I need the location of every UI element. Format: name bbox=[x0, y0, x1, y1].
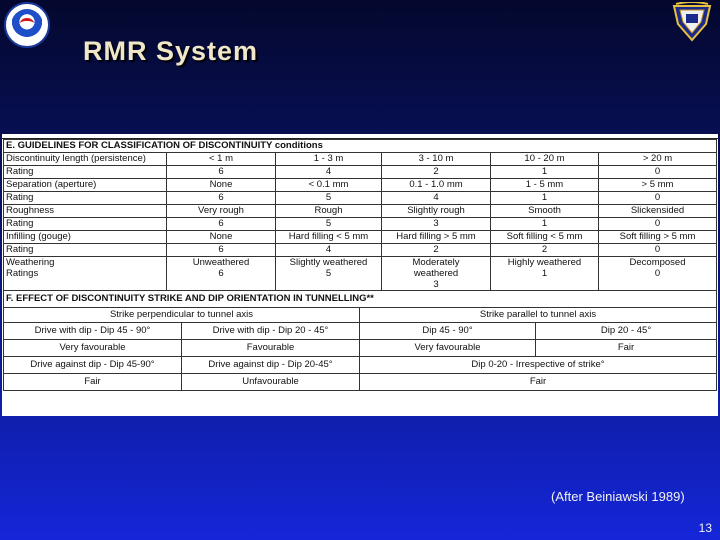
table-cell: Very rough bbox=[167, 205, 276, 218]
weathering-value: Decomposed bbox=[629, 257, 686, 268]
table-cell: Strike parallel to tunnel axis bbox=[360, 308, 717, 323]
table-cell: Favourable bbox=[182, 340, 360, 357]
table-row bbox=[4, 179, 717, 192]
weathering-value: Slightly weathered bbox=[289, 257, 368, 268]
table-cell: < 1 m bbox=[167, 153, 276, 166]
table-cell: Strike perpendicular to tunnel axis bbox=[4, 308, 360, 323]
table-cell: Soft filling > 5 mm bbox=[599, 231, 717, 244]
table-row bbox=[4, 192, 717, 205]
table-cell: < 0.1 mm bbox=[276, 179, 382, 192]
table-cell: Dip 45 - 90° bbox=[360, 323, 536, 340]
table-cell: 10 - 20 m bbox=[491, 153, 599, 166]
row-label: Rating bbox=[4, 166, 167, 179]
table-cell: Dip 0-20 - Irrespective of strike° bbox=[360, 357, 717, 374]
table-cell: 2 bbox=[382, 244, 491, 257]
table-cell: 1 bbox=[491, 192, 599, 205]
table-cell: 2 bbox=[491, 244, 599, 257]
table-cell: 4 bbox=[276, 244, 382, 257]
table-cell: 0.1 - 1.0 mm bbox=[382, 179, 491, 192]
table-cell bbox=[167, 257, 276, 291]
table-cell: Very favourable bbox=[360, 340, 536, 357]
weathering-rating: 3 bbox=[433, 279, 439, 290]
weathering-label-cell bbox=[4, 257, 167, 291]
weathering-value: Moderately weathered bbox=[412, 257, 460, 279]
table-cell: 1 bbox=[491, 166, 599, 179]
table-cell: 6 bbox=[167, 218, 276, 231]
row-label: Discontinuity length (persistence) bbox=[4, 153, 167, 166]
table-row bbox=[4, 374, 717, 391]
table-cell: 6 bbox=[167, 192, 276, 205]
table-top-strip bbox=[2, 134, 718, 139]
table-cell: Slickensided bbox=[599, 205, 717, 218]
weathering-rating: 6 bbox=[218, 268, 224, 279]
table-cell: Very favourable bbox=[4, 340, 182, 357]
table-cell: 0 bbox=[599, 218, 717, 231]
table-cell bbox=[276, 257, 382, 291]
table-cell: 3 - 10 m bbox=[382, 153, 491, 166]
table-row bbox=[4, 153, 717, 166]
weathering-rating: 0 bbox=[654, 268, 661, 279]
weathering-row bbox=[4, 257, 717, 291]
table-cell: Unfavourable bbox=[182, 374, 360, 391]
table-cell bbox=[382, 257, 491, 291]
table-cell: Drive against dip - Dip 20-45° bbox=[182, 357, 360, 374]
table-cell: 5 bbox=[276, 218, 382, 231]
table-cell: 3 bbox=[382, 218, 491, 231]
table-cell: 6 bbox=[167, 166, 276, 179]
weathering-label: Weathering bbox=[6, 257, 55, 268]
source-caption: (After Beiniawski 1989) bbox=[551, 489, 685, 504]
table-row bbox=[4, 340, 717, 357]
table-row bbox=[4, 205, 717, 218]
table-row bbox=[4, 357, 717, 374]
orientation-table bbox=[3, 290, 717, 391]
table-cell: 1 - 5 mm bbox=[491, 179, 599, 192]
table-cell: 2 bbox=[382, 166, 491, 179]
table-cell: Slightly rough bbox=[382, 205, 491, 218]
table-cell: Soft filling < 5 mm bbox=[491, 231, 599, 244]
table-row bbox=[4, 218, 717, 231]
navy-shield-icon bbox=[670, 2, 714, 42]
table-cell: 1 - 3 m bbox=[276, 153, 382, 166]
table-cell: 6 bbox=[167, 244, 276, 257]
table-row bbox=[4, 308, 717, 323]
table-row bbox=[4, 231, 717, 244]
weathering-rating: 5 bbox=[325, 268, 332, 279]
table-cell: Fair bbox=[536, 340, 717, 357]
table-cell: Drive against dip - Dip 45-90° bbox=[4, 357, 182, 374]
section-e-heading: E. GUIDELINES FOR CLASSIFICATION OF DISCONTINUITY conditions bbox=[4, 140, 717, 153]
table-cell: None bbox=[167, 179, 276, 192]
row-label: Infilling (gouge) bbox=[4, 231, 167, 244]
table-cell: > 20 m bbox=[599, 153, 717, 166]
rmr-table-image bbox=[2, 134, 718, 416]
table-cell: 5 bbox=[276, 192, 382, 205]
row-label: Roughness bbox=[4, 205, 167, 218]
table-cell: Rough bbox=[276, 205, 382, 218]
table-cell: 1 bbox=[491, 218, 599, 231]
weathering-rating: 1 bbox=[541, 268, 548, 279]
table-cell: Smooth bbox=[491, 205, 599, 218]
ratings-label: Ratings bbox=[6, 268, 39, 279]
page-number: 13 bbox=[698, 521, 712, 535]
table-cell: 0 bbox=[599, 244, 717, 257]
table-row bbox=[4, 323, 717, 340]
weathering-value: Highly weathered bbox=[507, 257, 582, 268]
row-label: Rating bbox=[4, 244, 167, 257]
rmr-table bbox=[3, 139, 717, 291]
table-cell bbox=[491, 257, 599, 291]
table-cell: > 5 mm bbox=[599, 179, 717, 192]
slide-title: RMR System bbox=[83, 36, 259, 66]
table-cell: Fair bbox=[360, 374, 717, 391]
table-cell: Fair bbox=[4, 374, 182, 391]
row-label: Rating bbox=[4, 192, 167, 205]
row-label: Rating bbox=[4, 218, 167, 231]
table-cell: Hard filling > 5 mm bbox=[382, 231, 491, 244]
table-cell: 4 bbox=[276, 166, 382, 179]
table-cell: 4 bbox=[382, 192, 491, 205]
table-cell: Drive with dip - Dip 20 - 45° bbox=[182, 323, 360, 340]
table-cell: None bbox=[167, 231, 276, 244]
table-row bbox=[4, 244, 717, 257]
navy-shield-svg bbox=[670, 2, 714, 42]
section-f-heading: F. EFFECT OF DISCONTINUITY STRIKE AND DIP ORIENTATION IN TUNNELLING** bbox=[4, 291, 717, 308]
table-cell: Drive with dip - Dip 45 - 90° bbox=[4, 323, 182, 340]
table-cell: Hard filling < 5 mm bbox=[276, 231, 382, 244]
seal-emblem bbox=[20, 18, 34, 29]
table-row bbox=[4, 166, 717, 179]
weathering-value: Unweathered bbox=[192, 257, 250, 268]
table-cell: 0 bbox=[599, 166, 717, 179]
table-cell: Dip 20 - 45° bbox=[536, 323, 717, 340]
institution-seal-icon bbox=[4, 2, 50, 48]
row-label: Separation (aperture) bbox=[4, 179, 167, 192]
table-cell: 0 bbox=[599, 192, 717, 205]
table-cell bbox=[599, 257, 717, 291]
